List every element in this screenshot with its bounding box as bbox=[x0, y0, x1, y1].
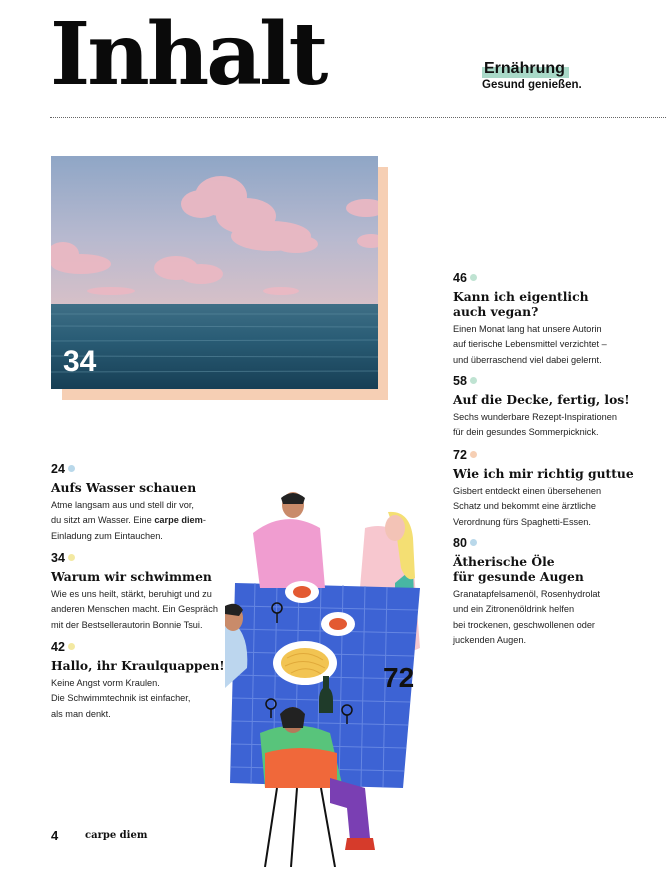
entry-body: Gisbert entdeckt einen übersehenen Schatz und bekommt eine ärztliche Verordnung fürs Spaghetti-Essen. bbox=[453, 486, 602, 527]
entry-body: Einen Monat lang hat unsere Autorin auf tierische Lebensmittel verzichtet – und überraschend viel dabei gelernt. bbox=[453, 324, 607, 365]
entry-page: 80 bbox=[453, 536, 467, 550]
entry-headline: Wie ich mir richtig guttue bbox=[453, 466, 634, 481]
entry-dot bbox=[470, 451, 477, 458]
entry-dot bbox=[68, 643, 75, 650]
illustration-page-number: 72 bbox=[383, 662, 415, 693]
sea-photo[interactable] bbox=[51, 156, 378, 389]
photo-page-number: 34 bbox=[63, 345, 97, 378]
entry-headline: Ätherische Öle für gesunde Augen bbox=[453, 554, 584, 584]
entry-headline: Kann ich eigentlich auch vegan? bbox=[453, 289, 589, 319]
entry-headline: Hallo, ihr Kraulquappen! bbox=[51, 658, 225, 673]
toc-entry-72[interactable] bbox=[453, 446, 653, 530]
man-pink-body bbox=[253, 519, 325, 588]
toc-entry-46[interactable] bbox=[453, 269, 653, 368]
section-tag bbox=[482, 60, 642, 91]
entry-body: Sechs wunderbare Rezept-Inspirationen für dein gesundes Sommerpicknick. bbox=[453, 412, 617, 438]
entry-headline: Auf die Decke, fertig, los! bbox=[453, 392, 630, 407]
page-title: Inhalt bbox=[50, 4, 326, 105]
dotted-divider bbox=[50, 117, 666, 118]
brand-name: carpe diem bbox=[154, 515, 203, 526]
section-subtitle: Gesund genießen. bbox=[482, 79, 582, 91]
page-number: 4 bbox=[51, 828, 59, 843]
toc-entry-58[interactable] bbox=[453, 372, 653, 441]
legs bbox=[330, 778, 370, 840]
entry-headline: Aufs Wasser schauen bbox=[51, 480, 197, 495]
magazine-name: carpe diem bbox=[85, 830, 148, 841]
chair bbox=[265, 748, 337, 788]
entry-body: Granatapfelsamenöl, Rosenhydrolat und ein Zitronenöldrink helfen bei trockenen, geschwollenen oder juckenden Augen. bbox=[453, 589, 601, 646]
entry-page: 34 bbox=[51, 551, 65, 565]
toc-entry-34[interactable] bbox=[51, 549, 241, 633]
toc-entry-80[interactable] bbox=[453, 534, 653, 649]
entry-page: 58 bbox=[453, 374, 467, 388]
entry-page: 42 bbox=[51, 640, 65, 654]
entry-page: 72 bbox=[453, 448, 467, 462]
section-name: Ernährung bbox=[484, 60, 565, 77]
toc-entry-24[interactable] bbox=[51, 460, 241, 544]
entry-page: 46 bbox=[453, 271, 467, 285]
entry-dot bbox=[68, 554, 75, 561]
entry-body: Atme langsam aus und stell dir vor, du sitzt am Wasser. Eine carpe diem- Einladung zum Eintauchen. bbox=[51, 500, 206, 541]
entry-body: Keine Angst vorm Kraulen. Die Schwimmtechnik ist einfacher, als man denkt. bbox=[51, 678, 191, 719]
entry-body: Wie es uns heilt, stärkt, beruhigt und zu anderen Menschen macht. Ein Gespräch mit der Bestsellerautorin Bonnie Tsui. bbox=[51, 589, 218, 630]
entry-page: 24 bbox=[51, 462, 65, 476]
entry-dot bbox=[68, 465, 75, 472]
entry-dot bbox=[470, 539, 477, 546]
entry-headline: Warum wir schwimmen bbox=[51, 569, 212, 584]
toc-entry-42[interactable] bbox=[51, 638, 241, 722]
entry-dot bbox=[470, 274, 477, 281]
entry-dot bbox=[470, 377, 477, 384]
